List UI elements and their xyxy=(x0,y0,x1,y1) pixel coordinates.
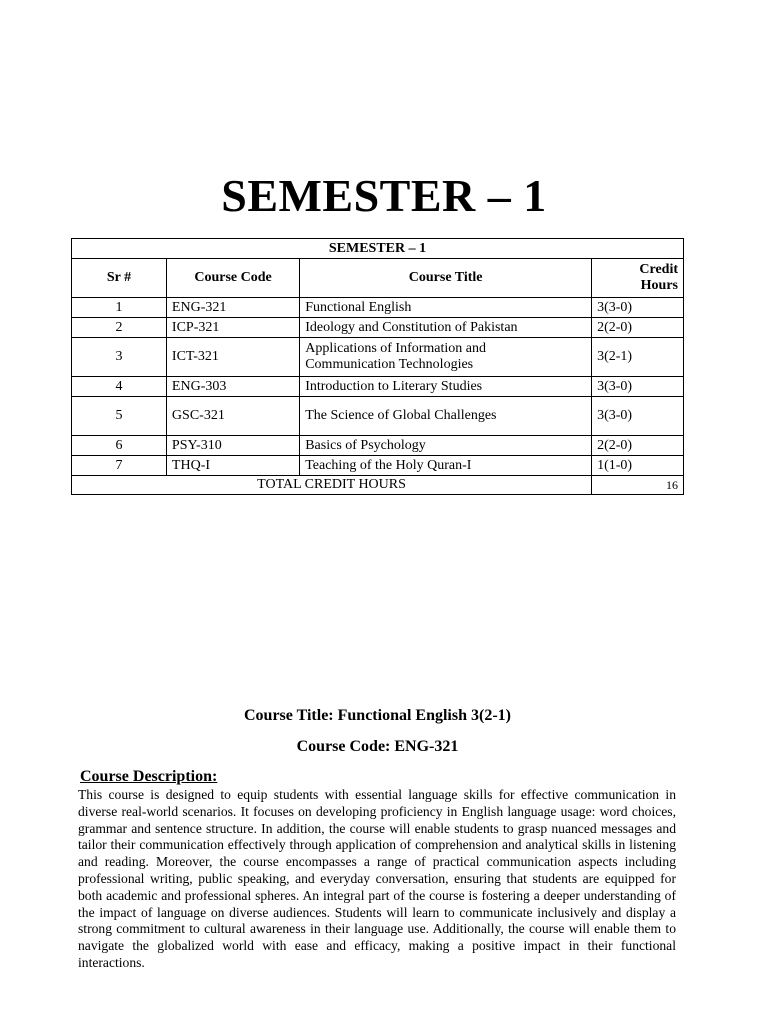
cell-title: Teaching of the Holy Quran-I xyxy=(300,456,592,476)
course-description-heading: Course Description: xyxy=(80,768,218,785)
header-sr: Sr # xyxy=(72,259,167,298)
cell-sr: 4 xyxy=(72,377,167,397)
cell-sr: 2 xyxy=(72,318,167,338)
cell-title-line1: Applications of Information and xyxy=(305,341,487,356)
cell-code: ICP-321 xyxy=(166,318,299,338)
table-caption-row xyxy=(72,239,684,259)
table-caption: SEMESTER – 1 xyxy=(72,239,684,259)
table-row xyxy=(72,298,684,318)
course-description-text: This course is designed to equip students with essential language skills for effective communication in diverse real-world scenarios. It focuses on developing proficiency in English language usage: word choices, grammar and sentence structure. In addition, the course will enable students to grasp nuanced messages and tailor their communication effectively through application of comprehension and analytical skills in listening and reading. Moreover, the course encompasses a range of practical communication aspects including professional writing, public speaking, and everyday conversation, ensuring that students are equipped for both academic and professional spheres. An integral part of the course is fostering a deeper understanding of the impact of language on diverse audiences. Students will learn to communicate inclusively and display a strong commitment to cultural awareness in their language use. Additionally, the course will enable them to navigate the globalized world with ease and efficacy, making a positive impact in their functional interactions. xyxy=(78,787,676,970)
cell-sr: 5 xyxy=(72,397,167,436)
cell-credit: 1(1-0) xyxy=(592,456,684,476)
cell-title: Introduction to Literary Studies xyxy=(300,377,592,397)
cell-credit: 2(2-0) xyxy=(592,436,684,456)
cell-credit: 3(3-0) xyxy=(592,298,684,318)
cell-code: PSY-310 xyxy=(166,436,299,456)
cell-code: ENG-321 xyxy=(166,298,299,318)
semester-course-table xyxy=(71,238,684,495)
cell-credit: 3(3-0) xyxy=(592,377,684,397)
cell-credit: 3(3-0) xyxy=(592,397,684,436)
total-credit-label: TOTAL CREDIT HOURS xyxy=(72,476,592,495)
header-course-code: Course Code xyxy=(166,259,299,298)
table-row xyxy=(72,377,684,397)
table-row xyxy=(72,436,684,456)
cell-sr: 3 xyxy=(72,338,167,377)
table-row xyxy=(72,318,684,338)
cell-credit: 2(2-0) xyxy=(592,318,684,338)
cell-title-line2: Communication Technologies xyxy=(305,357,474,372)
table-header-row xyxy=(72,259,684,298)
cell-code: ICT-321 xyxy=(166,338,299,377)
header-course-title: Course Title xyxy=(300,259,592,298)
course-title: Course Title: Functional English 3(2-1) xyxy=(244,707,511,724)
cell-sr: 1 xyxy=(72,298,167,318)
cell-title: Basics of Psychology xyxy=(300,436,592,456)
cell-code: GSC-321 xyxy=(166,397,299,436)
header-credit-line1: Credit xyxy=(639,262,678,277)
cell-credit: 3(2-1) xyxy=(592,338,684,377)
header-credit-line2: Hours xyxy=(640,278,678,293)
table-total-row xyxy=(72,476,684,495)
table-row xyxy=(72,456,684,476)
cell-code: THQ-I xyxy=(166,456,299,476)
total-credit-value: 16 xyxy=(592,476,684,495)
cell-title xyxy=(300,338,592,377)
table-row xyxy=(72,397,684,436)
page-heading: SEMESTER – 1 xyxy=(221,170,547,221)
cell-code: ENG-303 xyxy=(166,377,299,397)
course-code: Course Code: ENG-321 xyxy=(296,738,459,755)
table-row xyxy=(72,338,684,377)
cell-sr: 6 xyxy=(72,436,167,456)
cell-title: Ideology and Constitution of Pakistan xyxy=(300,318,592,338)
cell-sr: 7 xyxy=(72,456,167,476)
header-credit-hours xyxy=(592,259,684,298)
cell-title: The Science of Global Challenges xyxy=(300,397,592,436)
cell-title: Functional English xyxy=(300,298,592,318)
